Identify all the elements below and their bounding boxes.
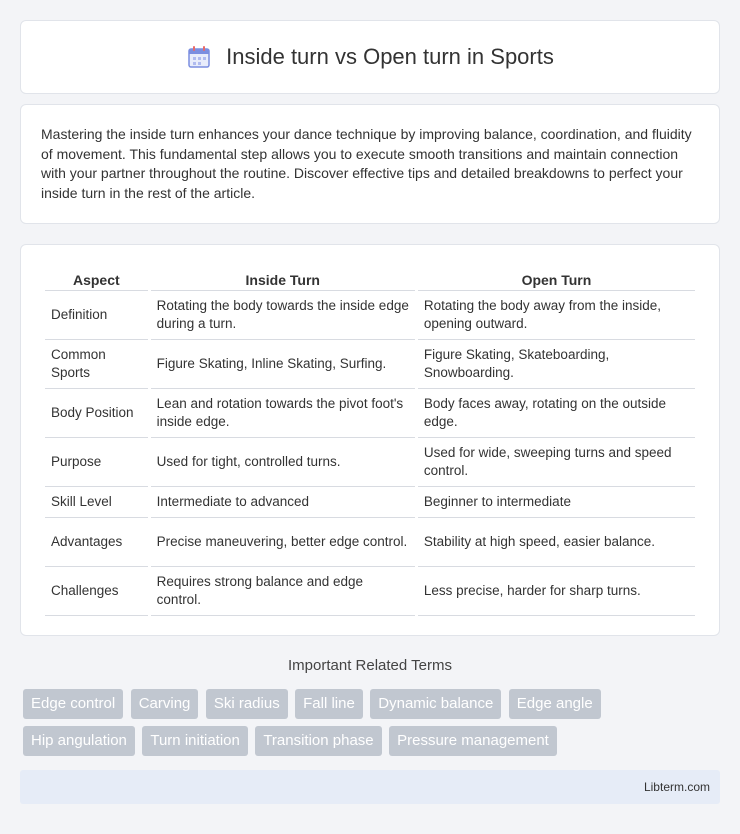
table-cell: Figure Skating, Skateboarding, Snowboarding. bbox=[418, 340, 695, 389]
intro-text: Mastering the inside turn enhances your dance technique by improving balance, coordination, and fluidity of movement. This fundamental step allows you to execute smooth transitions and maintain connection with your partner throughout the routine. Discover effective tips and detailed breakdowns to perfect your inside turn in the rest of the article. bbox=[41, 126, 692, 201]
table-cell: Challenges bbox=[45, 567, 148, 616]
table-cell: Purpose bbox=[45, 438, 148, 487]
table-row bbox=[45, 340, 695, 389]
tag-fall-line[interactable]: Fall line bbox=[295, 689, 363, 719]
table-row bbox=[45, 487, 695, 518]
table-cell: Rotating the body towards the inside edge during a turn. bbox=[151, 291, 415, 340]
table-cell: Less precise, harder for sharp turns. bbox=[418, 567, 695, 616]
table-cell: Stability at high speed, easier balance. bbox=[418, 518, 695, 567]
table-cell: Precise maneuvering, better edge control. bbox=[151, 518, 415, 567]
tag-ski-radius[interactable]: Ski radius bbox=[206, 689, 288, 719]
table-row bbox=[45, 567, 695, 616]
tag-dynamic-balance[interactable]: Dynamic balance bbox=[370, 689, 501, 719]
calendar-icon bbox=[186, 44, 212, 70]
table-cell: Definition bbox=[45, 291, 148, 340]
tag-edge-control[interactable]: Edge control bbox=[23, 689, 123, 719]
table-cell: Skill Level bbox=[45, 487, 148, 518]
header-card bbox=[20, 20, 720, 94]
table-cell: Lean and rotation towards the pivot foot's inside edge. bbox=[151, 389, 415, 438]
footer bbox=[20, 770, 720, 804]
table-row bbox=[45, 389, 695, 438]
table-cell: Body Position bbox=[45, 389, 148, 438]
tag-carving[interactable]: Carving bbox=[131, 689, 199, 719]
table-cell: Common Sports bbox=[45, 340, 148, 389]
table-cell: Advantages bbox=[45, 518, 148, 567]
page-title: Inside turn vs Open turn in Sports bbox=[226, 44, 554, 69]
related-terms-tags bbox=[23, 689, 723, 763]
table-row bbox=[45, 291, 695, 340]
related-terms-title: Important Related Terms bbox=[288, 657, 452, 674]
tag-pressure-management[interactable]: Pressure management bbox=[389, 726, 557, 756]
table-cell: Rotating the body away from the inside, opening outward. bbox=[418, 291, 695, 340]
table-row bbox=[45, 438, 695, 487]
table-cell: Used for tight, controlled turns. bbox=[151, 438, 415, 487]
tag-hip-angulation[interactable]: Hip angulation bbox=[23, 726, 135, 756]
tag-transition-phase[interactable]: Transition phase bbox=[255, 726, 381, 756]
table-cell: Used for wide, sweeping turns and speed control. bbox=[418, 438, 695, 487]
table-cell: Beginner to intermediate bbox=[418, 487, 695, 518]
table-cell: Intermediate to advanced bbox=[151, 487, 415, 518]
footer-brand[interactable]: Libterm.com bbox=[643, 780, 710, 794]
table-cell: Requires strong balance and edge control. bbox=[151, 567, 415, 616]
table-cell: Body faces away, rotating on the outside edge. bbox=[418, 389, 695, 438]
column-header-aspect: Aspect bbox=[45, 263, 148, 291]
table-row bbox=[45, 518, 695, 567]
column-header-inside-turn: Inside Turn bbox=[151, 263, 415, 291]
table-cell: Figure Skating, Inline Skating, Surfing. bbox=[151, 340, 415, 389]
column-header-open-turn: Open Turn bbox=[418, 263, 695, 291]
table-header-row bbox=[45, 263, 695, 291]
intro-card bbox=[20, 104, 720, 224]
tag-turn-initiation[interactable]: Turn initiation bbox=[142, 726, 248, 756]
tag-edge-angle[interactable]: Edge angle bbox=[509, 689, 601, 719]
comparison-table bbox=[42, 263, 698, 616]
comparison-table-card bbox=[20, 244, 720, 636]
